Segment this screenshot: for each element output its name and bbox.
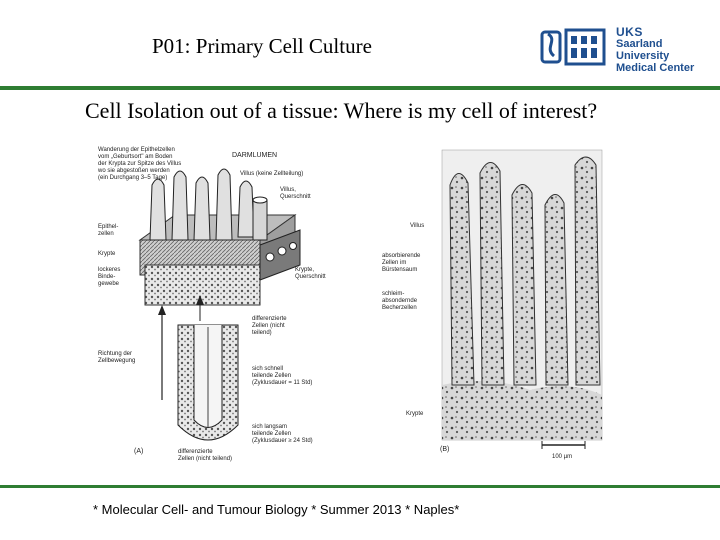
- label-brush-border-1: absorbierende: [382, 253, 421, 259]
- label-crypt-cross-1: Krypte,: [295, 267, 315, 273]
- label-goblet-1: schleim-: [382, 291, 405, 297]
- crypt-diagram: [158, 295, 238, 440]
- footer-divider: [0, 485, 720, 488]
- label-crypt-cross-2: Querschnitt: [295, 274, 326, 280]
- label-goblet-2: absondernde: [382, 298, 418, 304]
- label-villus-cross-2: Querschnitt: [280, 194, 311, 200]
- label-migration-1: Wanderung der Epithelzellen: [98, 147, 175, 153]
- logo-line-university: Saarland University: [616, 38, 670, 62]
- label-brush-border-2: Zellen im: [382, 260, 407, 266]
- label-goblet-3: Becherzellen: [382, 305, 417, 311]
- intestine-figure: [90, 145, 610, 463]
- label-connective-1: lockeres: [98, 267, 121, 273]
- label-fast-dividing-3: (Zyklusdauer = 11 Std): [252, 380, 313, 386]
- university-crest-icon: [540, 26, 608, 68]
- panel-a-id: (A): [134, 448, 144, 455]
- label-villus-cross-1: Villus,: [280, 187, 296, 193]
- label-differentiated-1: differenzierte: [252, 316, 287, 322]
- label-villus-no-division: Villus (keine Zellteilung): [240, 171, 304, 177]
- label-differentiated-bottom-1: differenzierte: [178, 449, 213, 455]
- label-direction-1: Richtung der: [98, 351, 133, 357]
- label-crypt: Krypte: [98, 251, 116, 257]
- label-epithelial-1: Epithel-: [98, 224, 119, 230]
- label-crypt-b: Krypte: [406, 411, 424, 417]
- header-divider: [0, 86, 720, 90]
- label-connective-2: Binde-: [98, 274, 116, 280]
- label-differentiated-3: teilend): [252, 330, 272, 336]
- label-slow-dividing-2: teilende Zellen: [252, 431, 292, 437]
- label-differentiated-2: Zellen (nicht: [252, 323, 285, 329]
- logo-line-medical-center: Medical Center: [616, 62, 695, 74]
- micrograph: [442, 150, 602, 449]
- label-fast-dividing-1: sich schnell: [252, 366, 284, 372]
- villi-block-diagram: [140, 169, 300, 305]
- logo-text: [616, 26, 715, 74]
- label-slow-dividing-3: (Zyklusdauer ≥ 24 Std): [252, 438, 313, 444]
- label-epithelial-2: zellen: [98, 231, 114, 237]
- scale-bar-label: 100 µm: [552, 454, 573, 460]
- uks-logo: [540, 22, 715, 72]
- label-direction-2: Zellbewegung: [98, 358, 136, 364]
- label-slow-dividing-1: sich langsam: [252, 424, 288, 430]
- label-migration-4: wo sie abgestoßen werden: [98, 168, 170, 174]
- label-brush-border-3: Bürstensaum: [382, 267, 418, 273]
- label-villus-b: Villus: [410, 223, 425, 229]
- slide-footer: * Molecular Cell- and Tumour Biology * Summer 2013 * Naples*: [93, 502, 460, 517]
- label-fast-dividing-2: teilende Zellen: [252, 373, 292, 379]
- label-migration-3: der Krypta zur Spitze des Villus: [98, 161, 182, 167]
- logo-line-uks: UKS: [616, 25, 643, 39]
- label-connective-3: gewebe: [98, 281, 120, 287]
- label-migration-5: (ein Durchgang 3–5 Tage): [98, 175, 168, 181]
- slide-subtitle: Cell Isolation out of a tissue: Where is my cell of interest?: [85, 98, 598, 123]
- panel-b-id: (B): [440, 446, 450, 453]
- label-differentiated-bottom-2: Zellen (nicht teilend): [178, 456, 233, 462]
- slide-header-title: P01: Primary Cell Culture: [152, 34, 372, 58]
- label-migration-2: vom „Geburtsort" am Boden: [98, 154, 173, 160]
- label-lumen: DARMLUMEN: [232, 152, 278, 159]
